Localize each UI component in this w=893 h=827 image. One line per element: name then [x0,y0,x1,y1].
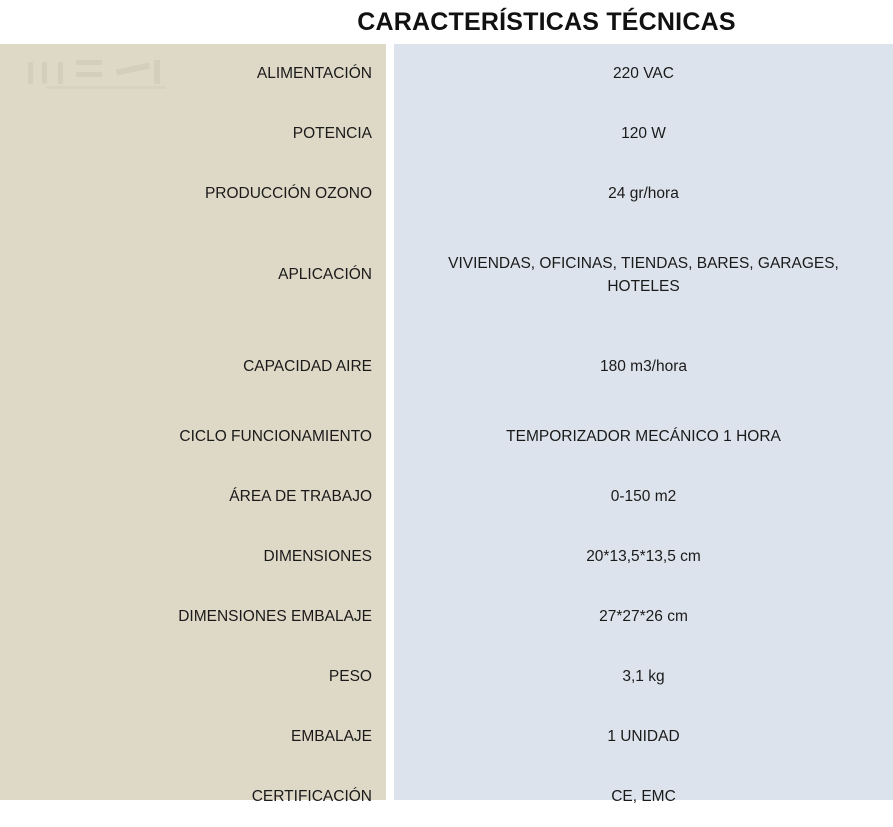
spec-label: PESO [328,667,372,685]
spec-value: 20*13,5*13,5 cm [586,547,701,565]
spec-label: DIMENSIONES EMBALAJE [178,607,372,625]
spec-label: ALIMENTACIÓN [256,64,372,82]
spec-label: ÁREA DE TRABAJO [229,487,372,505]
table-row [0,164,893,224]
column-gap [386,407,394,467]
column-gap [386,467,394,527]
table-row [0,407,893,467]
spec-value: TEMPORIZADOR MECÁNICO 1 HORA [506,427,781,445]
column-gap [386,647,394,707]
spec-label: PRODUCCIÓN OZONO [204,184,372,202]
spec-value: 27*27*26 cm [599,607,688,625]
spec-value: VIVIENDAS, OFICINAS, TIENDAS, BARES, GARAGES, HOTELES [448,255,839,295]
spec-label: DIMENSIONES [263,547,372,565]
spec-value: 0-150 m2 [610,487,677,505]
title-bar [0,0,893,44]
column-gap [386,44,394,104]
spec-value: 3,1 kg [622,667,665,685]
column-gap [386,164,394,224]
spec-value: 180 m3/hora [599,357,688,375]
table-row [0,44,893,104]
specifications-table [0,44,893,827]
column-gap [386,527,394,587]
spec-label: CERTIFICACIÓN [251,787,372,805]
column-gap [386,224,394,327]
table-row [0,767,893,827]
column-gap [386,327,394,407]
table-row [0,647,893,707]
table-row [0,467,893,527]
table-row [0,527,893,587]
spec-value: 120 W [621,124,666,142]
spec-value: 24 gr/hora [608,184,679,202]
spec-label: APLICACIÓN [278,266,372,284]
column-gap [386,587,394,647]
spec-label: POTENCIA [292,124,372,142]
table-row [0,104,893,164]
spec-value: 220 VAC [613,64,674,82]
table-row [0,224,893,327]
page-title: CARACTERÍSTICAS TÉCNICAS [357,7,736,36]
table-row [0,707,893,767]
table-row [0,587,893,647]
spec-label: CICLO FUNCIONAMIENTO [179,427,372,445]
spec-value: CE, EMC [611,787,676,805]
spec-value: 1 UNIDAD [607,727,680,745]
spec-label: EMBALAJE [291,727,372,745]
column-gap [386,767,394,827]
spec-label: CAPACIDAD AIRE [243,357,372,375]
column-gap [386,707,394,767]
table-row [0,327,893,407]
column-gap [386,104,394,164]
